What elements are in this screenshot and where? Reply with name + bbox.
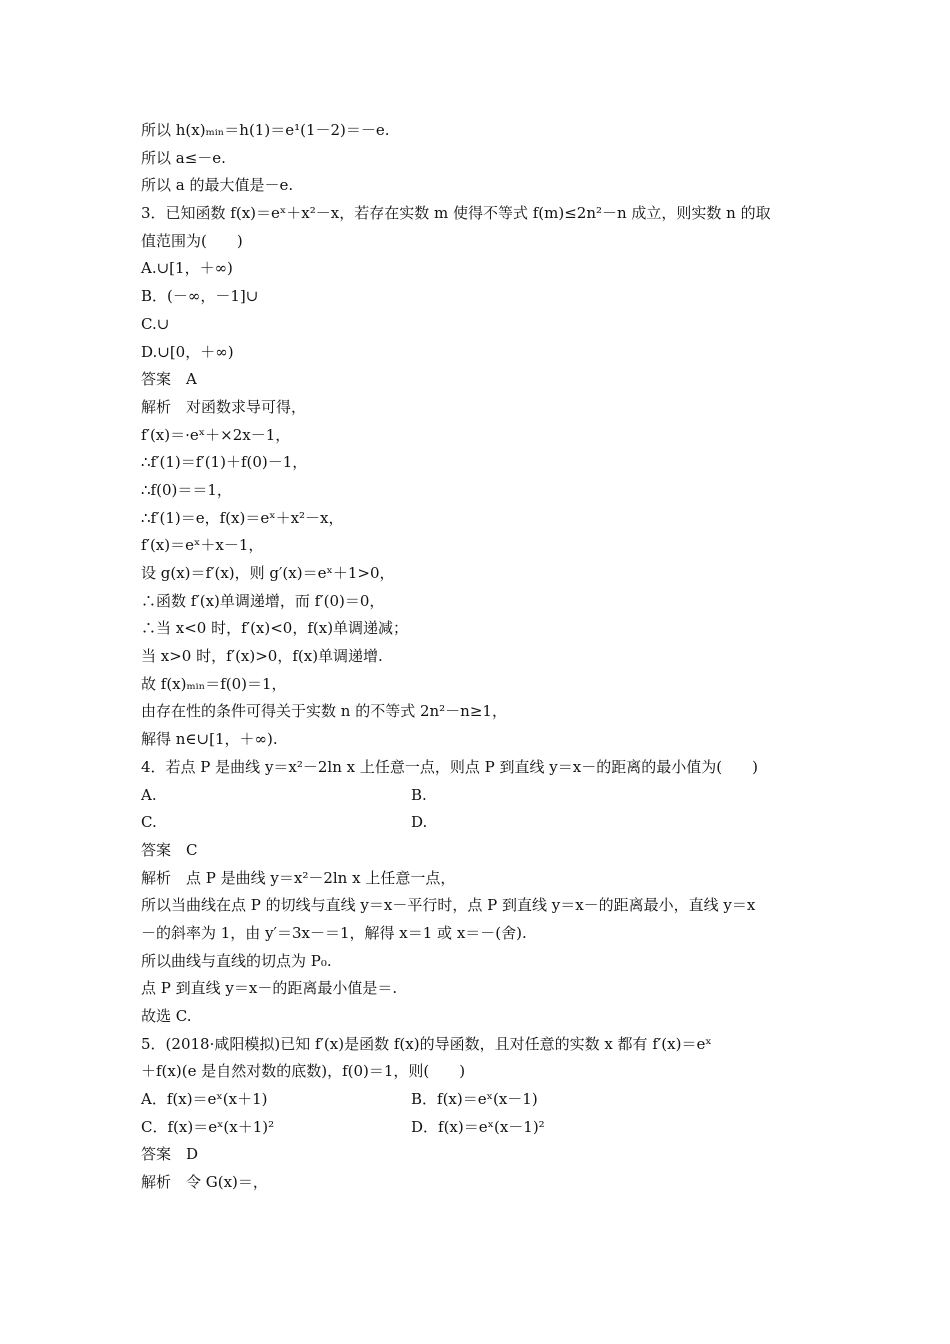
text-line: 答案 A: [141, 370, 197, 389]
text-line: 3．已知函数 f(x)＝eˣ＋x²－x，若存在实数 m 使得不等式 f(m)≤2n²－n 成立，则实数 n 的取: [141, 204, 771, 223]
text-line: 解得 n∈∪[1，＋∞).: [141, 730, 278, 749]
text-line: C.∪: [141, 314, 170, 333]
option-right: D．f(x)＝eˣ(x－1)²: [411, 1117, 545, 1136]
text-line: ∴f′(1)＝e，f(x)＝eˣ＋x²－x，: [141, 508, 344, 527]
text-line: ∴f(0)＝＝1，: [141, 480, 232, 499]
text-line: 值范围为( ): [141, 231, 243, 250]
option-row: [141, 809, 821, 837]
option-right: D.: [411, 813, 428, 832]
text-line: 所以曲线与直线的切点为 P₀.: [141, 951, 332, 970]
text-line: B．(－∞，－1]∪: [141, 287, 259, 306]
text-line: 故选 C.: [141, 1007, 192, 1025]
text-line: 设 g(x)＝f′(x)，则 g′(x)＝eˣ＋1>0，: [141, 564, 395, 582]
text-line: ∴当 x<0 时，f′(x)<0，f(x)单调递减；: [141, 619, 409, 638]
text-line: 5．(2018·咸阳模拟)已知 f′(x)是函数 f(x)的导函数，且对任意的实数 x 都有 f′(x)＝eˣ: [141, 1034, 712, 1053]
option-left: C.: [141, 813, 157, 832]
text-line: 所以 a 的最大值是－e.: [141, 176, 294, 195]
text-line: A.∪[1，＋∞): [141, 259, 233, 278]
text-line: f′(x)＝eˣ＋x－1，: [141, 536, 264, 555]
text-line: 由存在性的条件可得关于实数 n 的不等式 2n²－n≥1，: [141, 702, 507, 721]
text-line: ∴函数 f′(x)单调递增，而 f′(0)＝0，: [141, 591, 385, 610]
text-line: 故 f(x)ₘᵢₙ＝f(0)＝1，: [141, 674, 287, 693]
text-line: 答案 D: [141, 1145, 199, 1164]
text-line: ∴f′(1)＝f′(1)＋f(0)－1，: [141, 453, 308, 472]
text-line: ＋f(x)(e 是自然对数的底数)，f(0)＝1，则( ): [141, 1062, 466, 1081]
text-line: 解析 点 P 是曲线 y＝x²－2ln x 上任意一点，: [141, 868, 456, 887]
text-line: 所以 a≤－e.: [141, 148, 226, 167]
option-row: [141, 782, 821, 810]
document-page: [141, 117, 821, 1197]
option-right: B.: [411, 785, 427, 804]
text-line: 解析 对函数求导可得，: [141, 397, 307, 416]
text-line: f′(x)＝·eˣ＋×2x－1，: [141, 425, 291, 444]
text-line: D.∪[0，＋∞): [141, 342, 234, 361]
text-line: 4．若点 P 是曲线 y＝x²－2ln x 上任意一点，则点 P 到直线 y＝x－的距离的最小值为( ): [141, 757, 758, 776]
text-line: 所以当曲线在点 P 的切线与直线 y＝x－平行时，点 P 到直线 y＝x－的距离最小，直线 y＝x: [141, 896, 756, 915]
option-row: [141, 1086, 821, 1114]
option-right: B．f(x)＝eˣ(x－1): [411, 1090, 538, 1109]
option-left: A．f(x)＝eˣ(x＋1): [141, 1090, 268, 1109]
text-line: 当 x>0 时，f′(x)>0，f(x)单调递增.: [141, 647, 383, 666]
text-line: －的斜率为 1，由 y′＝3x－＝1，解得 x＝1 或 x＝－(舍).: [141, 923, 527, 942]
text-line: 答案 C: [141, 840, 198, 859]
text-line: 解析 令 G(x)＝，: [141, 1173, 268, 1192]
option-row: [141, 1114, 821, 1142]
option-left: C．f(x)＝eˣ(x＋1)²: [141, 1117, 275, 1136]
text-line: 点 P 到直线 y＝x－的距离最小值是＝.: [141, 979, 398, 998]
option-left: A.: [141, 785, 157, 804]
text-line: 所以 h(x)ₘᵢₙ＝h(1)＝e¹(1－2)＝－e.: [141, 121, 390, 139]
